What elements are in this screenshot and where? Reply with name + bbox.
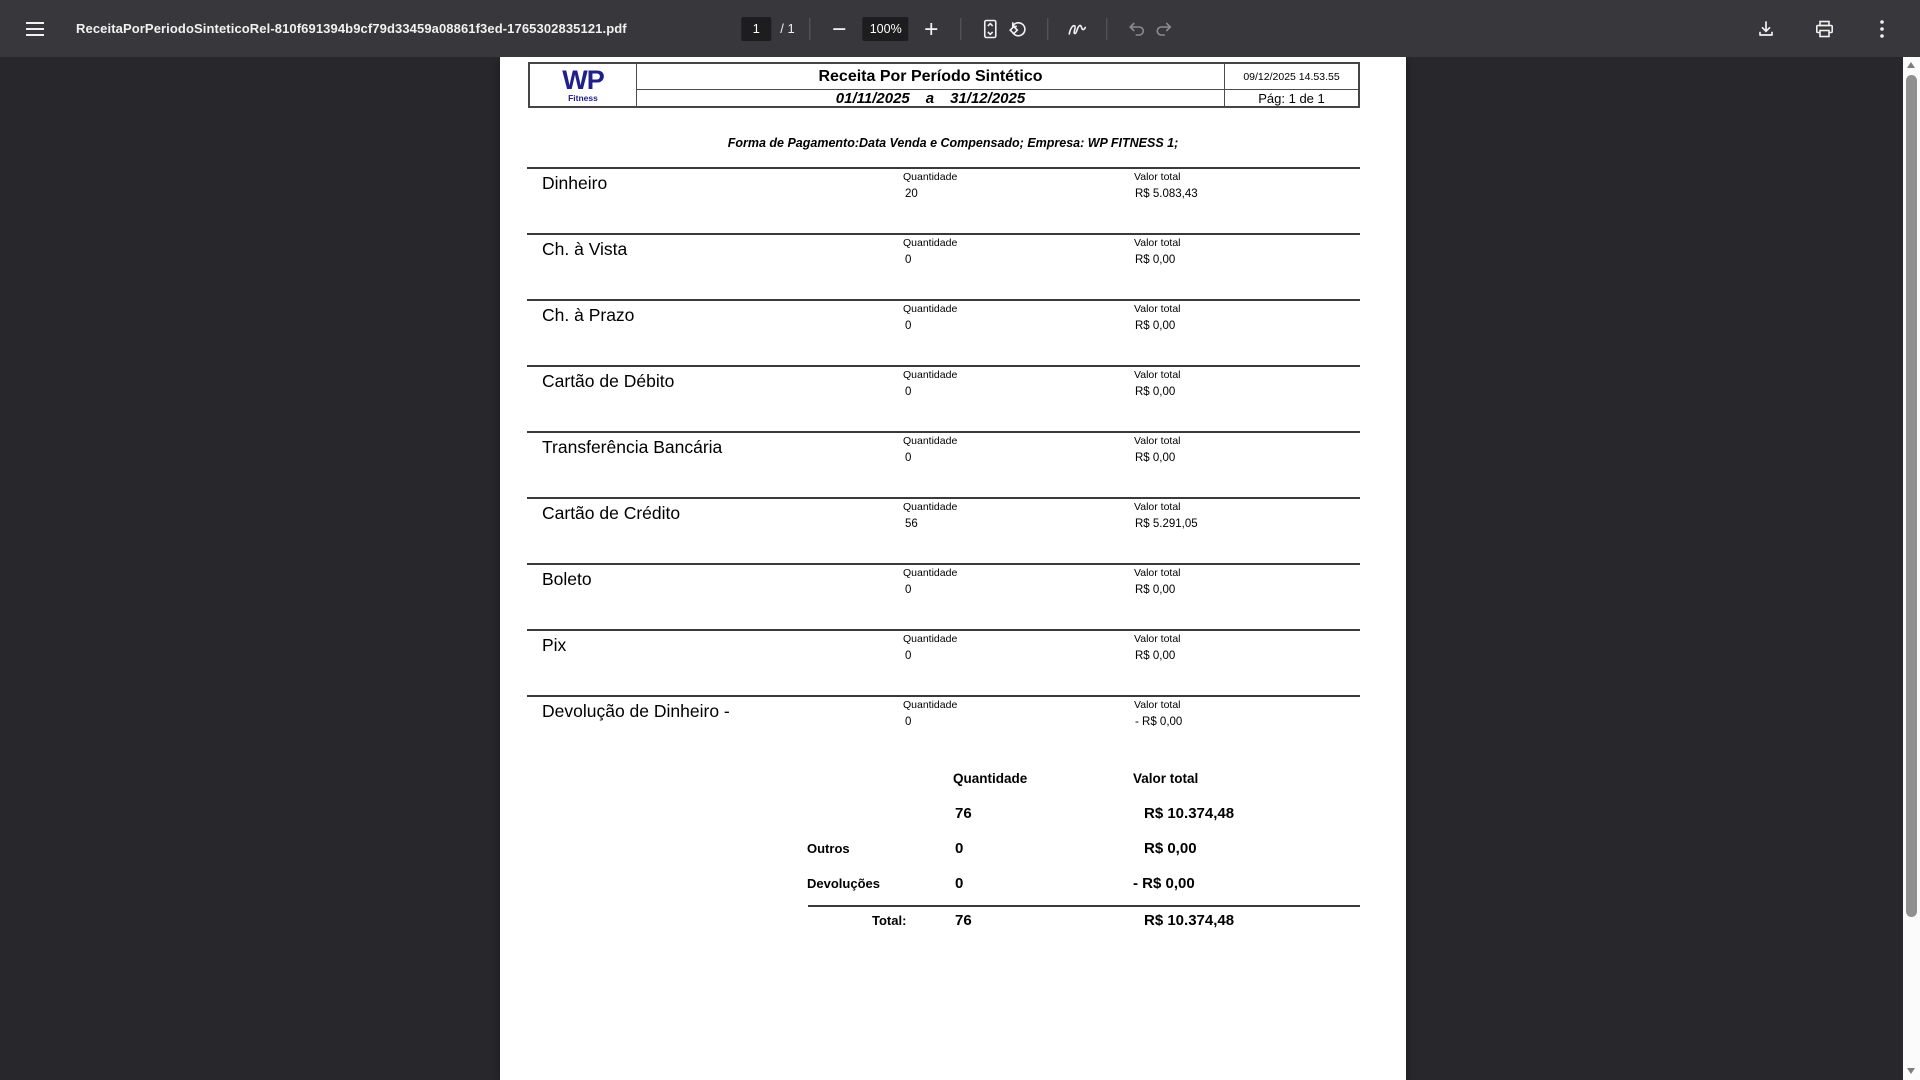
summary-devolucoes-qty: 0 <box>955 875 964 892</box>
undo-icon[interactable] <box>1123 15 1151 43</box>
payment-method-name: Cartão de Crédito <box>542 503 681 523</box>
summary-outros-label: Outros <box>807 841 850 856</box>
quantity-value: 0 <box>905 386 912 398</box>
quantity-value: 56 <box>905 518 918 530</box>
value-total-label: Valor total <box>1134 435 1181 447</box>
value-total: R$ 0,00 <box>1135 650 1176 662</box>
summary-devolucoes-label: Devoluções <box>807 876 880 891</box>
value-total-label: Valor total <box>1134 237 1181 249</box>
payment-method-name: Boleto <box>542 569 592 589</box>
quantity-label: Quantidade <box>903 567 958 579</box>
toolbar-divider <box>961 18 962 40</box>
report-title: Receita Por Período Sintético <box>818 67 1043 85</box>
quantity-label: Quantidade <box>903 435 958 447</box>
payment-row-boleto <box>527 563 1360 629</box>
toolbar-divider <box>810 18 811 40</box>
more-options-icon[interactable] <box>1868 15 1896 43</box>
quantity-value: 0 <box>905 254 912 266</box>
menu-icon[interactable] <box>18 12 52 46</box>
pdf-viewer-toolbar <box>0 0 1920 57</box>
summary-quantity-header: Quantidade <box>953 771 1028 786</box>
summary-total-value: R$ 10.374,48 <box>1144 912 1235 929</box>
zoom-in-icon[interactable] <box>918 15 946 43</box>
value-total: R$ 0,00 <box>1135 452 1176 464</box>
value-total-label: Valor total <box>1134 303 1181 315</box>
summary-subtotal-value: R$ 10.374,48 <box>1144 805 1235 822</box>
quantity-label: Quantidade <box>903 237 958 249</box>
toolbar-right <box>1752 0 1896 57</box>
payment-method-name: Pix <box>542 635 567 655</box>
pdf-page <box>500 57 1406 1080</box>
summary-devolucoes-value: - R$ 0,00 <box>1133 875 1195 892</box>
report-period <box>637 89 1224 107</box>
payment-row-cartao-credito <box>527 497 1360 563</box>
toolbar-divider <box>1107 18 1108 40</box>
quantity-value: 20 <box>905 188 918 200</box>
quantity-label: Quantidade <box>903 633 958 645</box>
payment-method-name: Cartão de Débito <box>542 371 675 391</box>
zoom-level-display[interactable]: 100% <box>863 17 909 41</box>
quantity-value: 0 <box>905 584 912 596</box>
value-total: R$ 0,00 <box>1135 254 1176 266</box>
page-count-label: / 1 <box>780 21 795 36</box>
quantity-value: 0 <box>905 650 912 662</box>
payment-method-name: Ch. à Prazo <box>542 305 635 325</box>
value-total: R$ 5.291,05 <box>1135 518 1198 530</box>
payment-row-pix <box>527 629 1360 695</box>
value-total-label: Valor total <box>1134 699 1181 711</box>
download-icon[interactable] <box>1752 15 1780 43</box>
fit-page-icon[interactable] <box>977 15 1005 43</box>
payment-row-cartao-debito <box>527 365 1360 431</box>
value-total-label: Valor total <box>1134 633 1181 645</box>
value-total: R$ 0,00 <box>1135 584 1176 596</box>
period-start-date: 01/11/2025 <box>835 90 910 107</box>
annotate-icon[interactable] <box>1064 15 1092 43</box>
value-total-label: Valor total <box>1134 171 1181 183</box>
value-total: - R$ 0,00 <box>1135 716 1183 728</box>
summary-total-header: Valor total <box>1133 771 1199 786</box>
report-page-info: Pág: 1 de 1 <box>1224 89 1358 107</box>
payment-row-ch-a-vista <box>527 233 1360 299</box>
period-end-date: 31/12/2025 <box>950 90 1026 107</box>
summary-outros-value: R$ 0,00 <box>1144 840 1197 857</box>
payment-method-name: Dinheiro <box>542 173 608 193</box>
payment-row-dinheiro <box>527 167 1360 233</box>
quantity-label: Quantidade <box>903 303 958 315</box>
quantity-value: 0 <box>905 716 912 728</box>
quantity-label: Quantidade <box>903 171 958 183</box>
value-total: R$ 5.083,43 <box>1135 188 1198 200</box>
payment-method-name: Devolução de Dinheiro - <box>542 701 730 721</box>
company-logo <box>530 64 637 107</box>
scrollbar-thumb[interactable] <box>1906 75 1917 917</box>
document-filename: ReceitaPorPeriodoSinteticoRel-810f691394b9cf79d33459a08861f3ed-1765302835121.pdf <box>76 21 627 36</box>
payment-method-name: Ch. à Vista <box>542 239 628 259</box>
print-icon[interactable] <box>1810 15 1838 43</box>
value-total-label: Valor total <box>1134 369 1181 381</box>
report-filter-subtitle: Forma de Pagamento:Data Venda e Compensado; Empresa: WP FITNESS 1; <box>727 136 1179 150</box>
summary-outros-qty: 0 <box>955 840 964 857</box>
value-total: R$ 0,00 <box>1135 320 1176 332</box>
value-total: R$ 0,00 <box>1135 386 1176 398</box>
summary-subtotal-qty: 76 <box>955 805 972 822</box>
vertical-scrollbar[interactable] <box>1903 57 1920 1080</box>
quantity-label: Quantidade <box>903 501 958 513</box>
toolbar-divider <box>1048 18 1049 40</box>
quantity-value: 0 <box>905 452 912 464</box>
report-header-table <box>528 62 1360 108</box>
quantity-label: Quantidade <box>903 699 958 711</box>
payment-row-devolucao <box>527 695 1360 761</box>
zoom-out-icon[interactable] <box>826 15 854 43</box>
value-total-label: Valor total <box>1134 501 1181 513</box>
toolbar-left <box>18 12 627 46</box>
scroll-down-arrow-icon[interactable] <box>1907 1068 1915 1074</box>
toolbar-center-controls <box>741 0 1178 57</box>
summary-total-divider <box>808 905 1360 907</box>
summary-total-label: Total: <box>872 913 907 928</box>
quantity-label: Quantidade <box>903 369 958 381</box>
payment-row-ch-a-prazo <box>527 299 1360 365</box>
scroll-up-arrow-icon[interactable] <box>1907 62 1915 68</box>
period-separator: a <box>925 90 935 107</box>
report-generated-timestamp: 09/12/2025 14.53.55 <box>1224 64 1358 89</box>
payment-method-name: Transferência Bancária <box>542 437 723 457</box>
value-total-label: Valor total <box>1134 567 1181 579</box>
page-number-input[interactable] <box>741 17 771 41</box>
quantity-value: 0 <box>905 320 912 332</box>
payment-row-transferencia <box>527 431 1360 497</box>
redo-icon[interactable] <box>1151 15 1179 43</box>
rotate-icon[interactable] <box>1005 15 1033 43</box>
summary-total-qty: 76 <box>955 912 972 929</box>
logo-text: WP <box>562 65 604 95</box>
logo-subtext: Fitness <box>568 93 598 103</box>
